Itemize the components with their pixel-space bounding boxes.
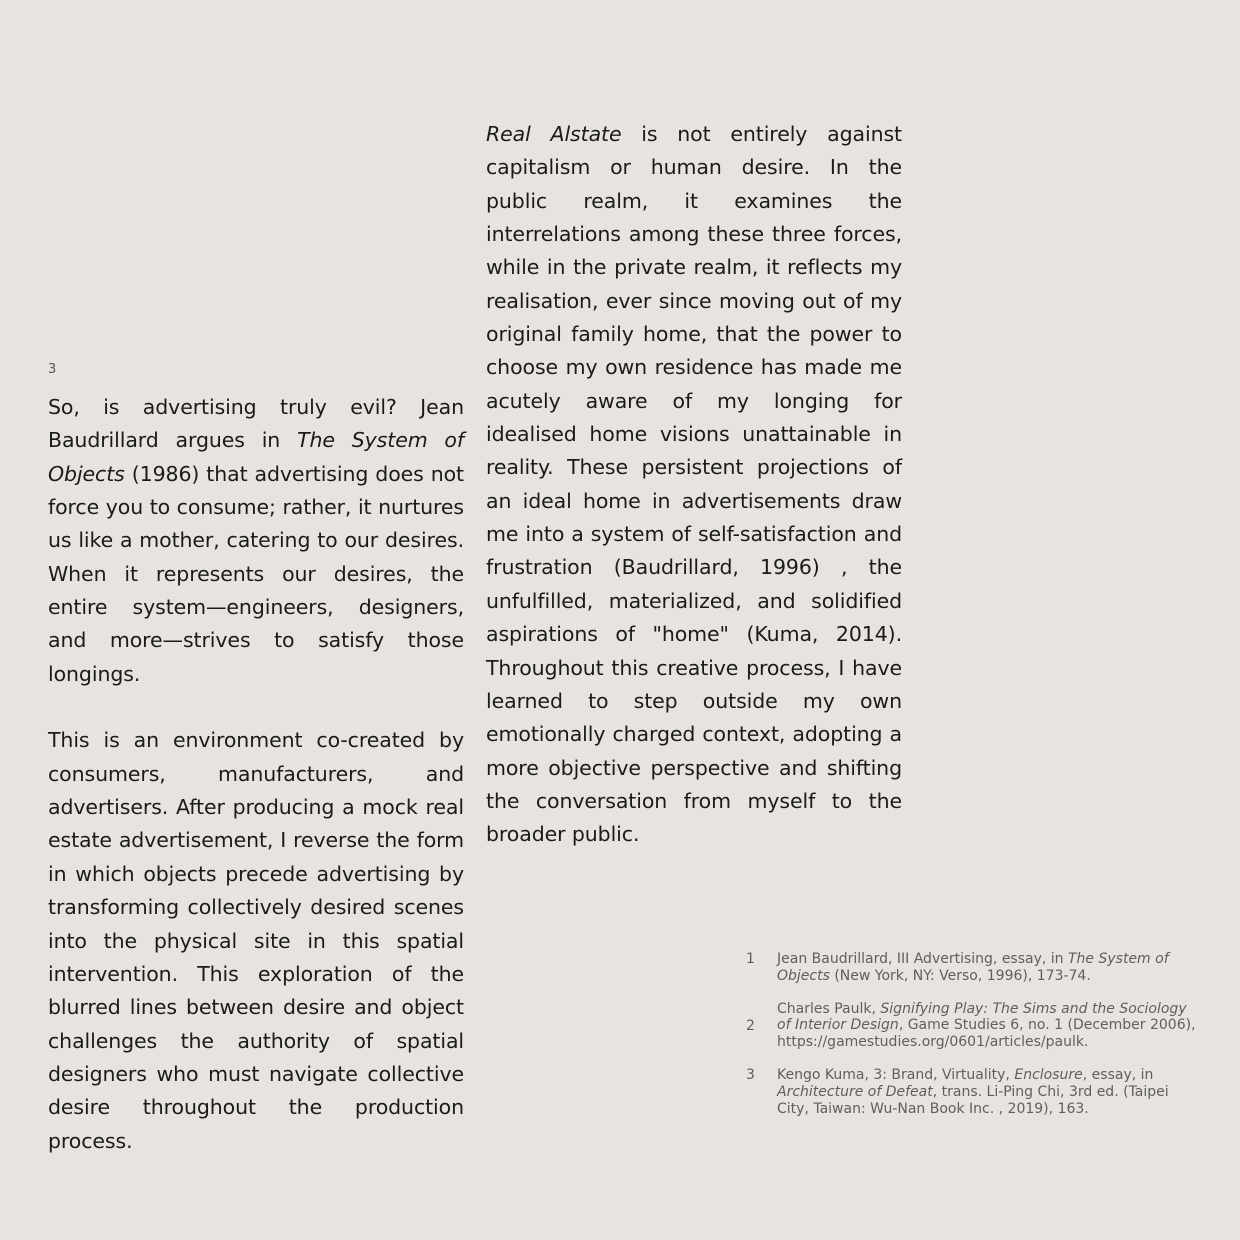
left-column <box>48 391 464 1158</box>
paragraph-advertising-evil: So, is advertising truly evil? Jean Baudrillard argues in The System of Objects (1986) that advertising does not force you to consume; rather, it nurtures us like a mother, catering to our desires. When it represents our desires, the entire system—engineers, designers, and more—strives to satisfy those longings. <box>48 395 464 686</box>
paragraph-real-alstate: Real Alstate is not entirely against capitalism or human desire. In the public realm, it examines the interrelations among these three forces, while in the private realm, it reflects my realisation, ever since moving out of my original family home, that the power to choose my own residence has made me acutely aware of my longing for idealised home visions unattainable in reality. These persistent projections of an ideal home in advertisements draw me into a system of self-satisfaction and frustration (Baudrillard, 1996) , the unfulfilled, materialized, and solidified aspirations of "home" (Kuma, 2014). Throughout this creative process, I have learned to step outside my own emotionally charged context, adopting a more objective perspective and shifting the conversation from myself to the broader public. <box>486 122 902 847</box>
footnote-number: 3 <box>746 1066 755 1083</box>
footnote-number: 2 <box>746 1017 755 1034</box>
footnote-3: 3 Kengo Kuma, 3: Brand, Virtuality, Enclosure, essay, in Architecture of Defeat, trans. Li-Ping Chi, 3rd ed. (Taipei City, Taiwan: Wu-Nan Book Inc. , 2019), 163. <box>746 1066 1169 1117</box>
page-number: 3 <box>48 362 57 377</box>
right-column <box>486 118 902 852</box>
book-title-system-of-objects: The System of Objects <box>48 428 464 486</box>
project-title-real-alstate: Real Alstate <box>486 122 622 146</box>
footnote-number: 1 <box>746 951 755 967</box>
paragraph-environment: This is an environment co-created by consumers, manufacturers, and advertisers. After producing a mock real estate advertisement, I reverse the form in which objects precede advertising by transforming collectively desired scenes into the physical site in this spatial intervention. This exploration of the blurred lines between desire and object challenges the authority of spatial designers who must navigate collective desire throughout the production process. <box>48 728 464 1153</box>
footnote-2: 2 Charles Paulk, Signifying Play: The Sims and the Sociology of Interior Design, Game Studies 6, no. 1 (December 2006), https://gamestudies.org/0601/articles/paulk. <box>746 1000 1196 1051</box>
footnotes <box>744 951 1196 1117</box>
footnote-1: 1 Jean Baudrillard, III Advertising, essay, in The System of Objects (New York, NY: Verso, 1996), 173-74. <box>746 951 1169 984</box>
